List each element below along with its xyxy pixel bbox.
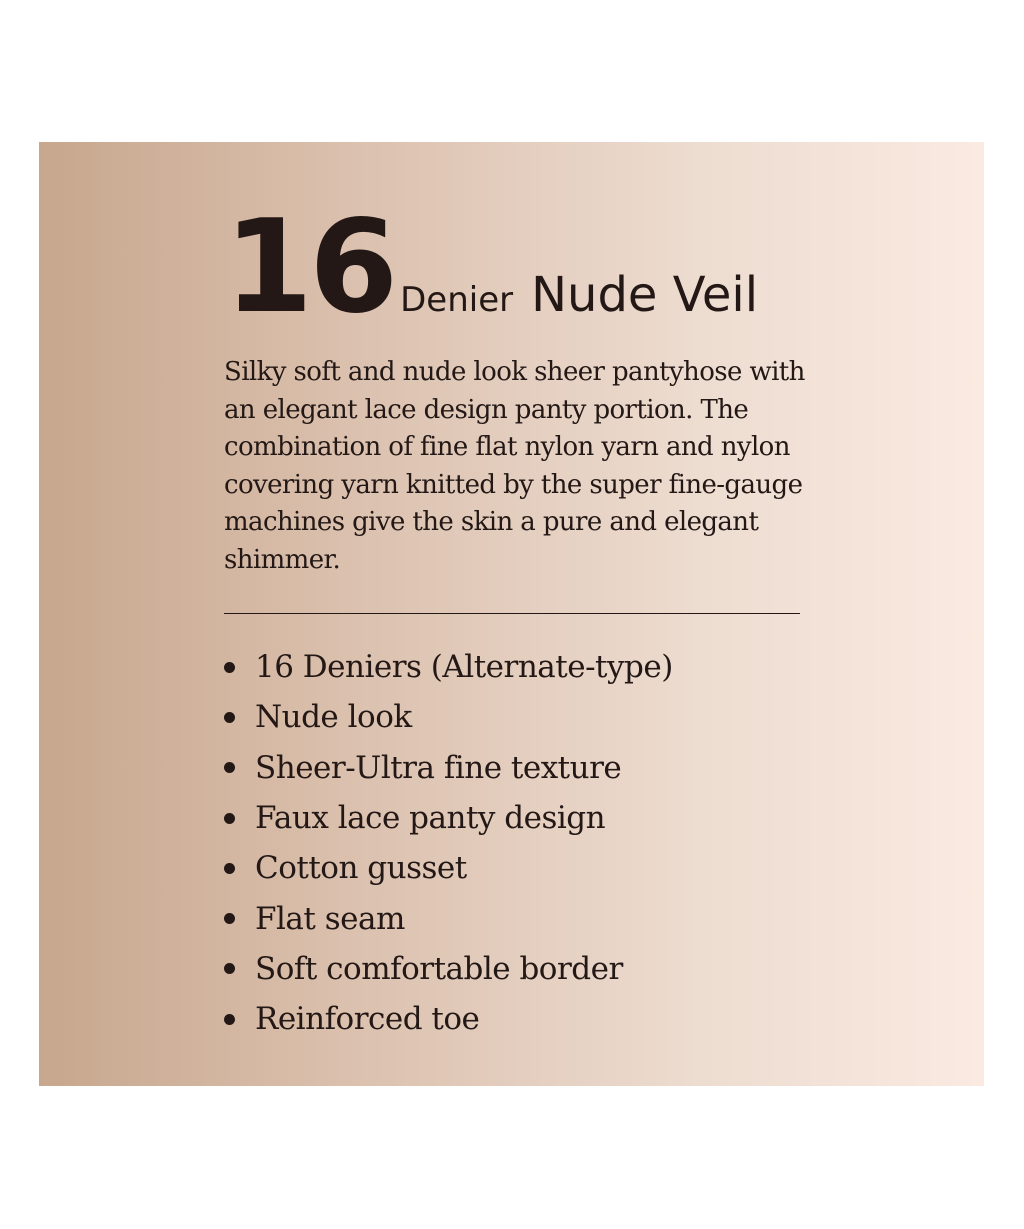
bullet-icon — [224, 1014, 235, 1025]
feature-text: Sheer-Ultra fine texture — [255, 749, 622, 786]
bullet-icon — [224, 963, 235, 974]
product-name: Nude Veil — [531, 267, 759, 323]
feature-text: Nude look — [255, 699, 412, 736]
feature-text: Soft comfortable border — [255, 950, 623, 987]
denier-number: 16 — [224, 193, 395, 342]
product-title — [224, 193, 814, 342]
bullet-icon — [224, 863, 235, 874]
feature-text: Flat seam — [255, 900, 405, 937]
feature-list — [224, 642, 814, 1044]
feature-item — [224, 843, 814, 893]
feature-item — [224, 642, 814, 692]
product-info-panel — [39, 142, 984, 1086]
feature-item — [224, 994, 814, 1044]
product-info-content — [224, 193, 814, 1044]
feature-text: Cotton gusset — [255, 850, 467, 887]
denier-unit: Denier — [400, 280, 514, 320]
product-description: Silky soft and nude look sheer pantyhose with an elegant lace design panty portion. The combination of fine flat nylon yarn and nylon covering yarn knitted by the super fine-gauge machines give the skin a pure and elegant shimmer. — [224, 357, 805, 575]
feature-item — [224, 692, 814, 742]
feature-item — [224, 944, 814, 994]
feature-item — [224, 893, 814, 943]
feature-text: Faux lace panty design — [255, 800, 606, 837]
feature-text: Reinforced toe — [255, 1001, 480, 1038]
feature-text: 16 Deniers (Alternate-type) — [255, 649, 673, 686]
bullet-icon — [224, 662, 235, 673]
bullet-icon — [224, 913, 235, 924]
bullet-icon — [224, 813, 235, 824]
feature-item — [224, 743, 814, 793]
feature-item — [224, 793, 814, 843]
divider — [224, 613, 800, 614]
bullet-icon — [224, 712, 235, 723]
bullet-icon — [224, 762, 235, 773]
